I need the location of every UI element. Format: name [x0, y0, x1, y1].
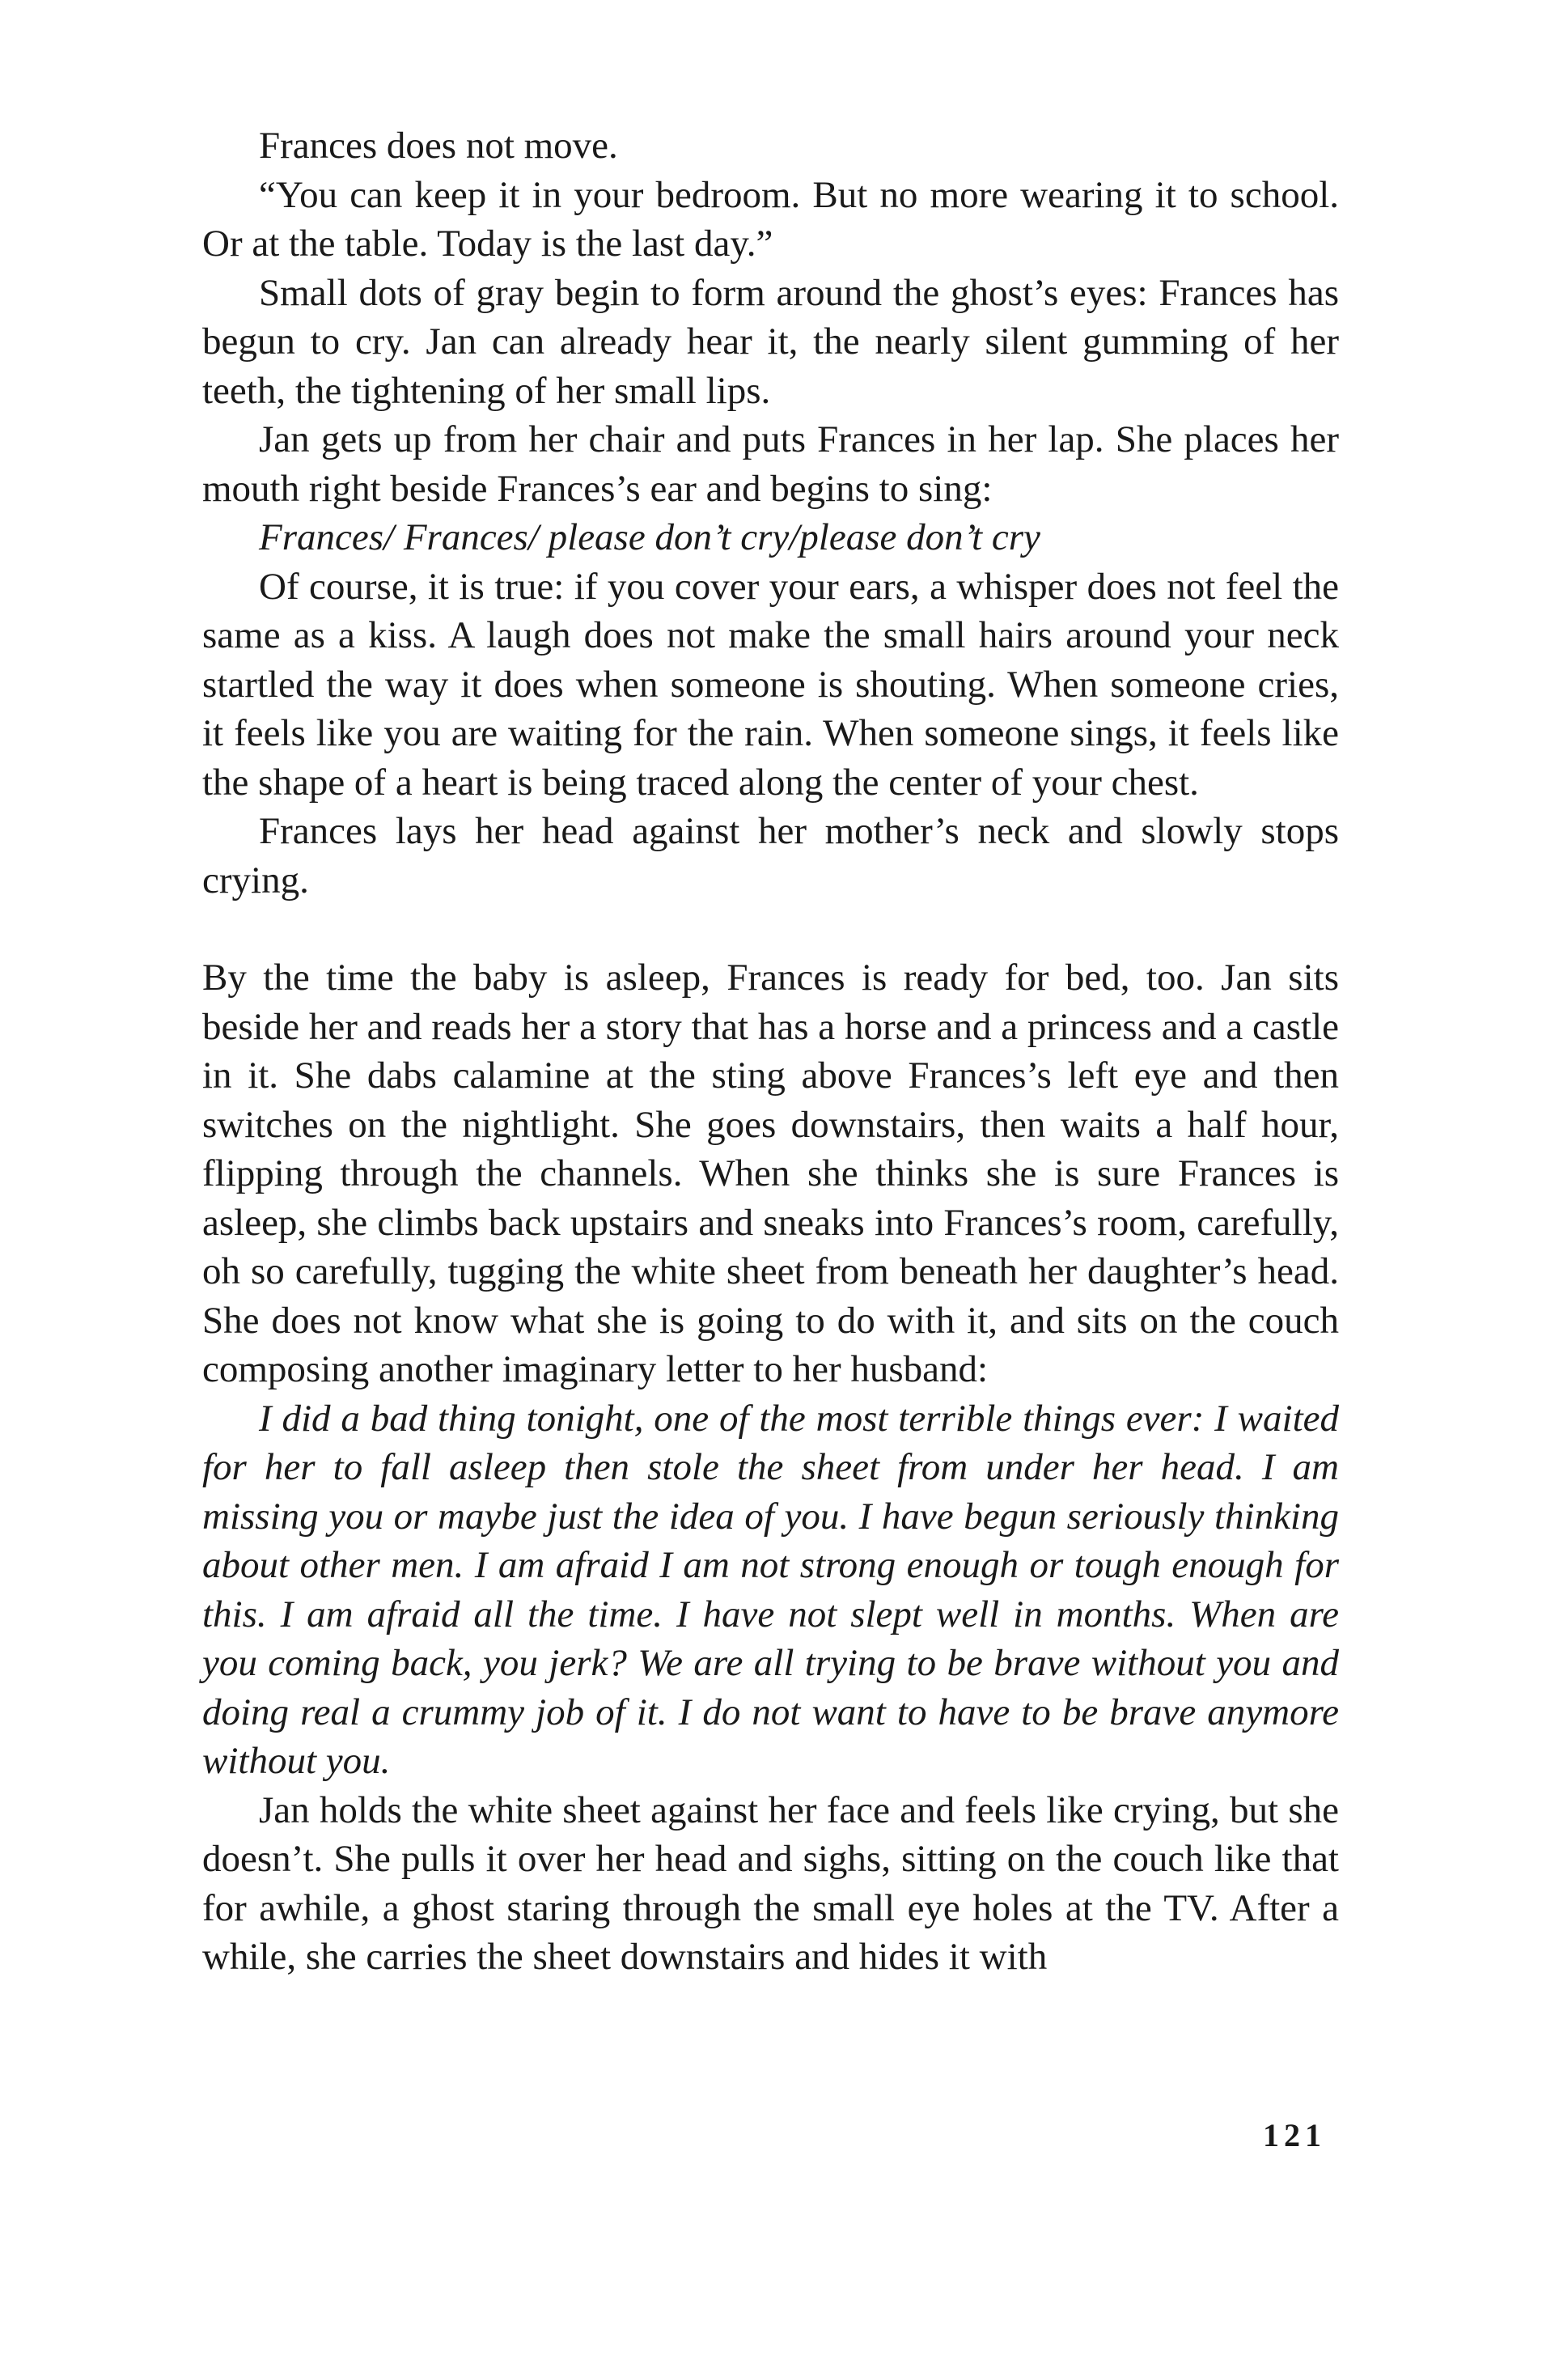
paragraph-frances-does-not-move: Frances does not move.	[259, 125, 618, 167]
paragraph-small-dots-of-gray: Small dots of gray begin to form around the ghost’s eyes: Frances has begun to cry. Jan can already hear it, the nearly silent gumming of her teeth, the tightening of her small lips.	[202, 271, 1339, 412]
section-break	[202, 905, 1339, 953]
paragraph-jan-holds-sheet: Jan holds the white sheet against her face and feels like crying, but she doesn’t. She pulls it over her head and sighs, sitting on the couch like that for awhile, a ghost staring through the small eye holes at the TV. After a while, she carries the sheet downstairs and hides it with	[202, 1788, 1339, 1978]
paragraph-frances-lays-head: Frances lays her head against her mother’s neck and slowly stops crying.	[202, 810, 1339, 902]
imaginary-letter: I did a bad thing tonight, one of the most terrible things ever: I waited for her to fall asleep then stole the sheet from under her head. I am missing you or maybe just the idea of you. I have begun seriously thinking about other men. I am afraid I am not strong enough or tough enough for this. I am afraid all the time. I have not slept well in months. When are you coming back, you jerk? We are all trying to be brave without you and doing real a crummy job of it. I do not want to have to be brave anymore without you.	[202, 1397, 1339, 1782]
paragraph-of-course: Of course, it is true: if you cover your ears, a whisper does not feel the same as a kiss. A laugh does not make the small hairs around your neck startled the way it does when someone is shouting. When someone cries, it feels like you are waiting for the rain. When someone sings, it feels like the shape of a heart is being traced along the center of your chest.	[202, 565, 1339, 804]
page-body	[202, 121, 1339, 1982]
song-line: Frances/ Frances/ please don’t cry/please don’t cry	[259, 516, 1040, 558]
paragraph-jan-gets-up: Jan gets up from her chair and puts Frances in her lap. She places her mouth right beside Frances’s ear and begins to sing:	[202, 418, 1339, 510]
page-number: 121	[1263, 2117, 1326, 2153]
paragraph-dialogue-keep-it: “You can keep it in your bedroom. But no more wearing it to school. Or at the table. Today is the last day.”	[202, 173, 1339, 265]
paragraph-by-the-time: By the time the baby is asleep, Frances is ready for bed, too. Jan sits beside her and reads her a story that has a horse and a princess and a castle in it. She dabs calamine at the sting above Frances’s left eye and then switches on the nightlight. She goes downstairs, then waits a half hour, flipping through the channels. When she thinks she is sure Frances is asleep, she climbs back upstairs and sneaks into Frances’s room, carefully, oh so carefully, tugging the white sheet from beneath her daughter’s head. She does not know what she is going to do with it, and sits on the couch composing another imaginary letter to her husband:	[202, 957, 1339, 1390]
